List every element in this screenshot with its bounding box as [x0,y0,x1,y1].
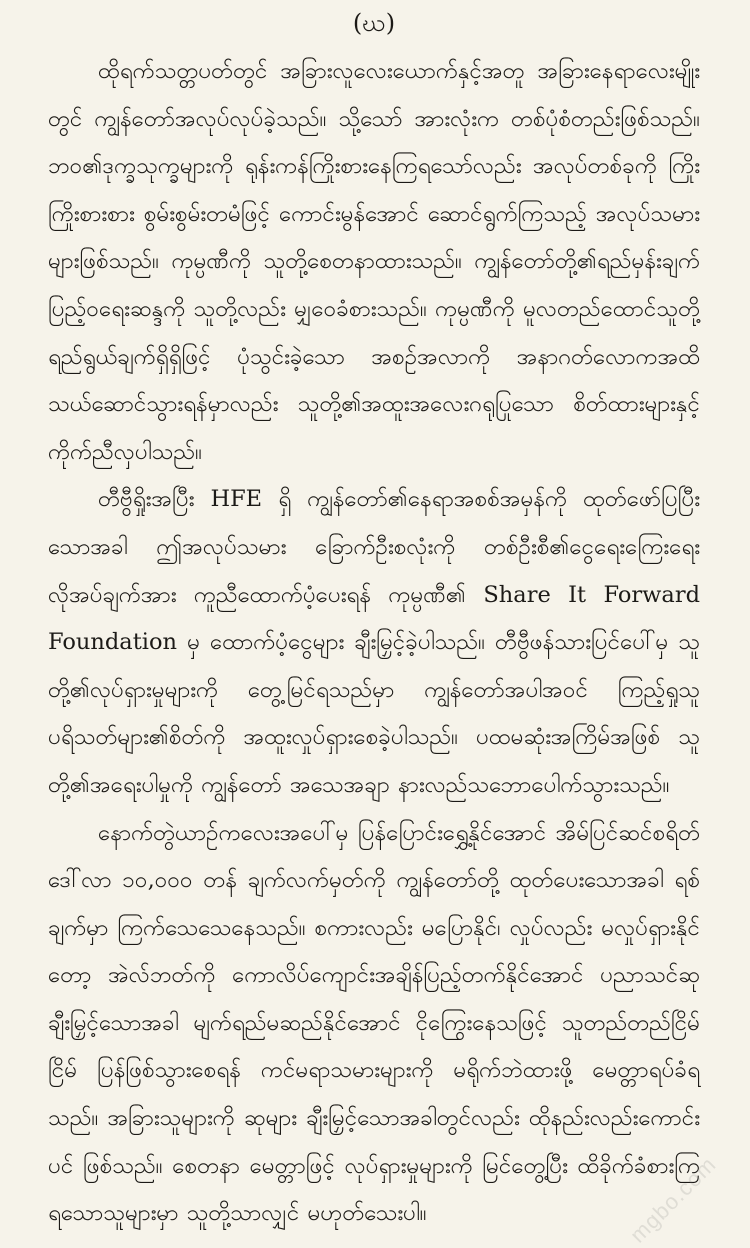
paragraph-2: တီဗွီရှိုးအပြီး HFE ရှိ ကျွန်တော်၏နေရာအစစ်အမှန်ကို ထုတ်ဖော်ပြပြီးသောအခါ ဤအလုပ်သမား ခြောက်ဦးစလုံးကို တစ်ဦးစီ၏ငွေရေးကြေးရေး လိုအပ်ချက်အား ကူညီထောက်ပံ့ပေးရန် ကုမ္ပဏီ၏ Share It Forward Foundation မှ ထောက်ပံ့ငွေများ ချီးမြှင့်ခဲ့ပါသည်။ တီဗွီဖန်သားပြင်ပေါ်မှ သူတို့၏လုပ်ရှားမှုများကို တွေ့မြင်ရသည်မှာ ကျွန်တော်အပါအဝင် ကြည့်ရှုသူ ပရိသတ်များ၏စိတ်ကို အထူးလှုပ်ရှားစေခဲ့ပါသည်။ ပထမဆုံးအကြိမ်အဖြစ် သူတို့၏အရေးပါမှုကို ကျွန်တော် အသေအချာ နားလည်သဘောပေါက်သွားသည်။ [48,486,700,798]
paragraph-3: နောက်တွဲယာဉ်ကလေးအပေါ်မှ ပြန်ပြောင်းရွှေ့နိုင်အောင် အိမ်ပြင်ဆင်စရိတ် ဒေါ်လာ ၁၀,၀၀၀ တန် ချက်လက်မှတ်ကို ကျွန်တော်တို့ ထုတ်ပေးသောအခါ ရစ်ချက်မှာ ကြက်သေသေနေသည်။ စကားလည်း မပြောနိုင်၊ လှုပ်လည်း မလှုပ်ရှားနိုင်တော့ အဲလ်ဘတ်ကို ကောလိပ်ကျောင်းအချိန်ပြည့်တက်နိုင်အောင် ပညာသင်ဆုချီးမြှင့်သောအခါ မျက်ရည်မဆည်နိုင်အောင် ငိုကြွေးနေသဖြင့် သူတည်တည်ငြိမ်ငြိမ် ပြန်ဖြစ်သွားစေရန် ကင်မရာသမားများကို မရိုက်ဘဲထားဖို့ မေတ္တာရပ်ခံရသည်။ အခြားသူများကို ဆုများ ချီးမြှင့်သောအခါတွင်လည်း ထိုနည်းလည်းကောင်းပင် ဖြစ်သည်။ စေတနာ မေတ္တာဖြင့် လုပ်ရှားမှုများကို မြင်တွေ့ပြီး ထိခိုက်ခံစားကြရသောသူများမှာ သူတို့သာလျှင် မဟုတ်သေးပါ။ [48,819,700,1227]
watermark: mgbo.com [625,1151,722,1248]
page-number: (ဃ) [352,9,396,37]
paragraph-1: ထိုရက်သတ္တပတ်တွင် အခြားလူလေးယောက်နှင့်အတူ အခြားနေရာလေးမျိုးတွင် ကျွန်တော်အလုပ်လုပ်ခဲ့သည်။ သို့သော် အားလုံးက တစ်ပုံစံတည်းဖြစ်သည်။ ဘ၀၏ဒုက္ခသုက္ခများကို ရုန်းကန်ကြိုးစားနေကြရသော်လည်း အလုပ်တစ်ခုကို ကြိုးကြိုးစားစား စွမ်းစွမ်းတမံဖြင့် ကောင်းမွန်အောင် ဆောင်ရွက်ကြသည့် အလုပ်သမားများဖြစ်သည်။ ကုမ္ပဏီကို သူတို့စေတနာထားသည်။ ကျွန်တော်တို့၏ရည်မှန်းချက် ပြည့်ဝရေးဆန္ဒကို သူတို့လည်း မျှဝေခံစားသည်။ ကုမ္ပဏီကို မူလတည်ထောင်သူတို့ ရည်ရွယ်ချက်ရှိရှိဖြင့် ပုံသွင်းခဲ့သော အစဉ်အလာကို အနာဂတ်လောကအထိ သယ်ဆောင်သွားရန်မှာလည်း သူတို့၏အထူးအလေးဂရုပြုသော စိတ်ထားများနှင့် ကိုက်ညီလှပါသည်။ [48,58,700,465]
